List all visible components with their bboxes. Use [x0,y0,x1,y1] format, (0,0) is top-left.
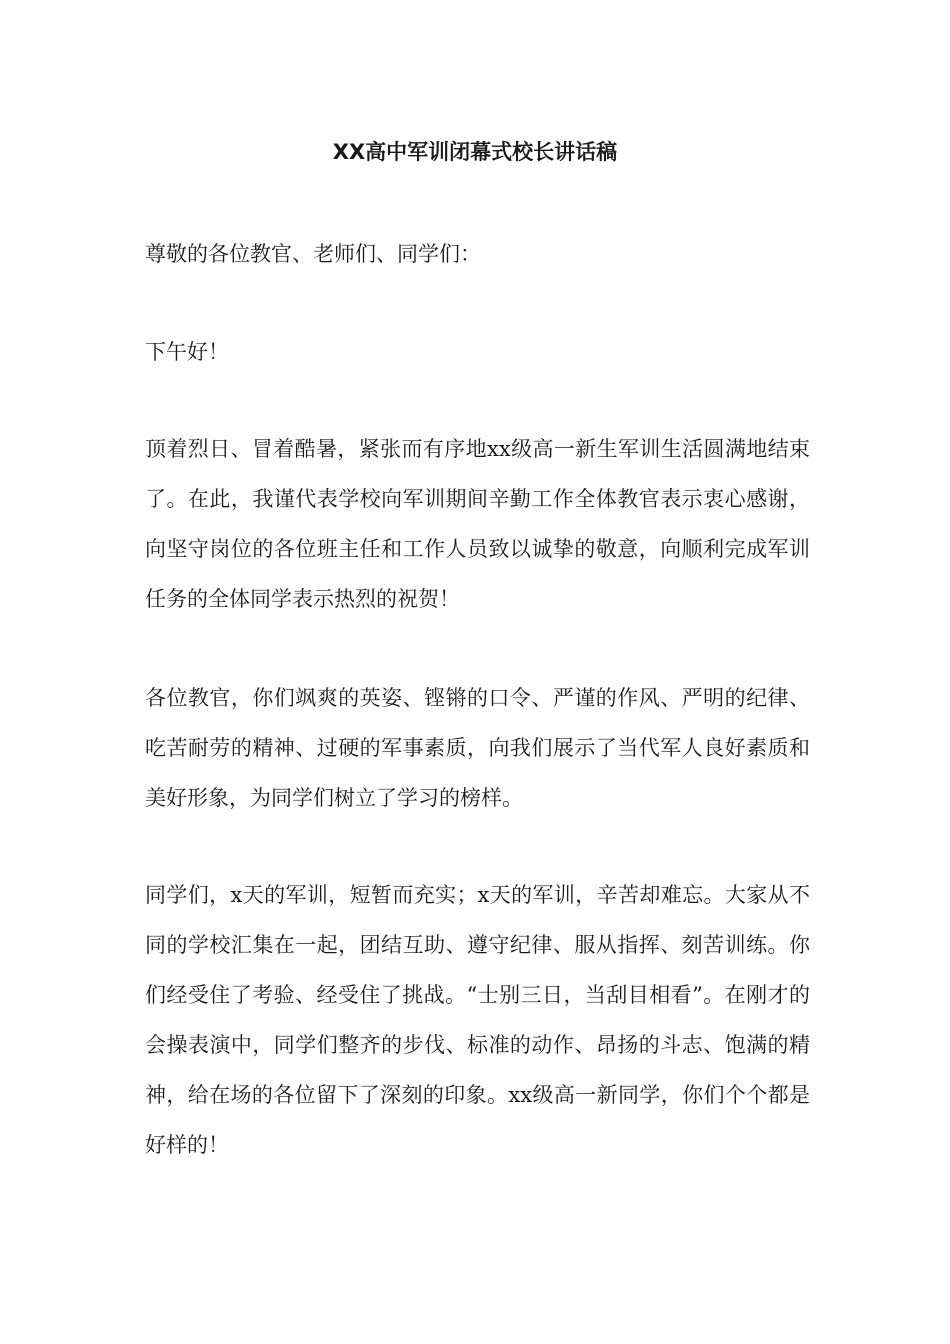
greeting: 下午好！ [145,340,229,364]
paragraph-instructors: 各位教官，你们飒爽的英姿、铿锵的口令、严谨的作风、严明的纪律、吃苦耐劳的精神、过硬的军事素质，向我们展示了当代军人良好素质和美好形象，为同学们树立了学习的榜样。 [145,686,810,810]
salutation: 尊敬的各位教官、老师们、同学们： [145,242,481,266]
paragraph-thanks: 顶着烈日、冒着酷暑，紧张而有序地xx级高一新生军训生活圆满地结束了。在此，我谨代表学校向军训期间辛勤工作全体教官表示衷心感谢，向坚守岗位的各位班主任和工作人员致以诚挚的敬意，向顺利完成军训任务的全体同学表示热烈的祝贺！ [145,437,810,611]
document-title: XX高中军训闭幕式校长讲话稿 [332,140,618,164]
paragraph-students: 同学们，x天的军训，短暂而充实；x天的军训，辛苦却难忘。大家从不同的学校汇集在一起，团结互助、遵守纪律、服从指挥、刻苦训练。你们经受住了考验、经受住了挑战。“士别三日，当刮目相看”。在刚才的会操表演中，同学们整齐的步伐、标准的动作、昂扬的斗志、饱满的精神，给在场的各位留下了深刻的印象。xx级高一新同学，你们个个都是好样的！ [145,883,810,1157]
